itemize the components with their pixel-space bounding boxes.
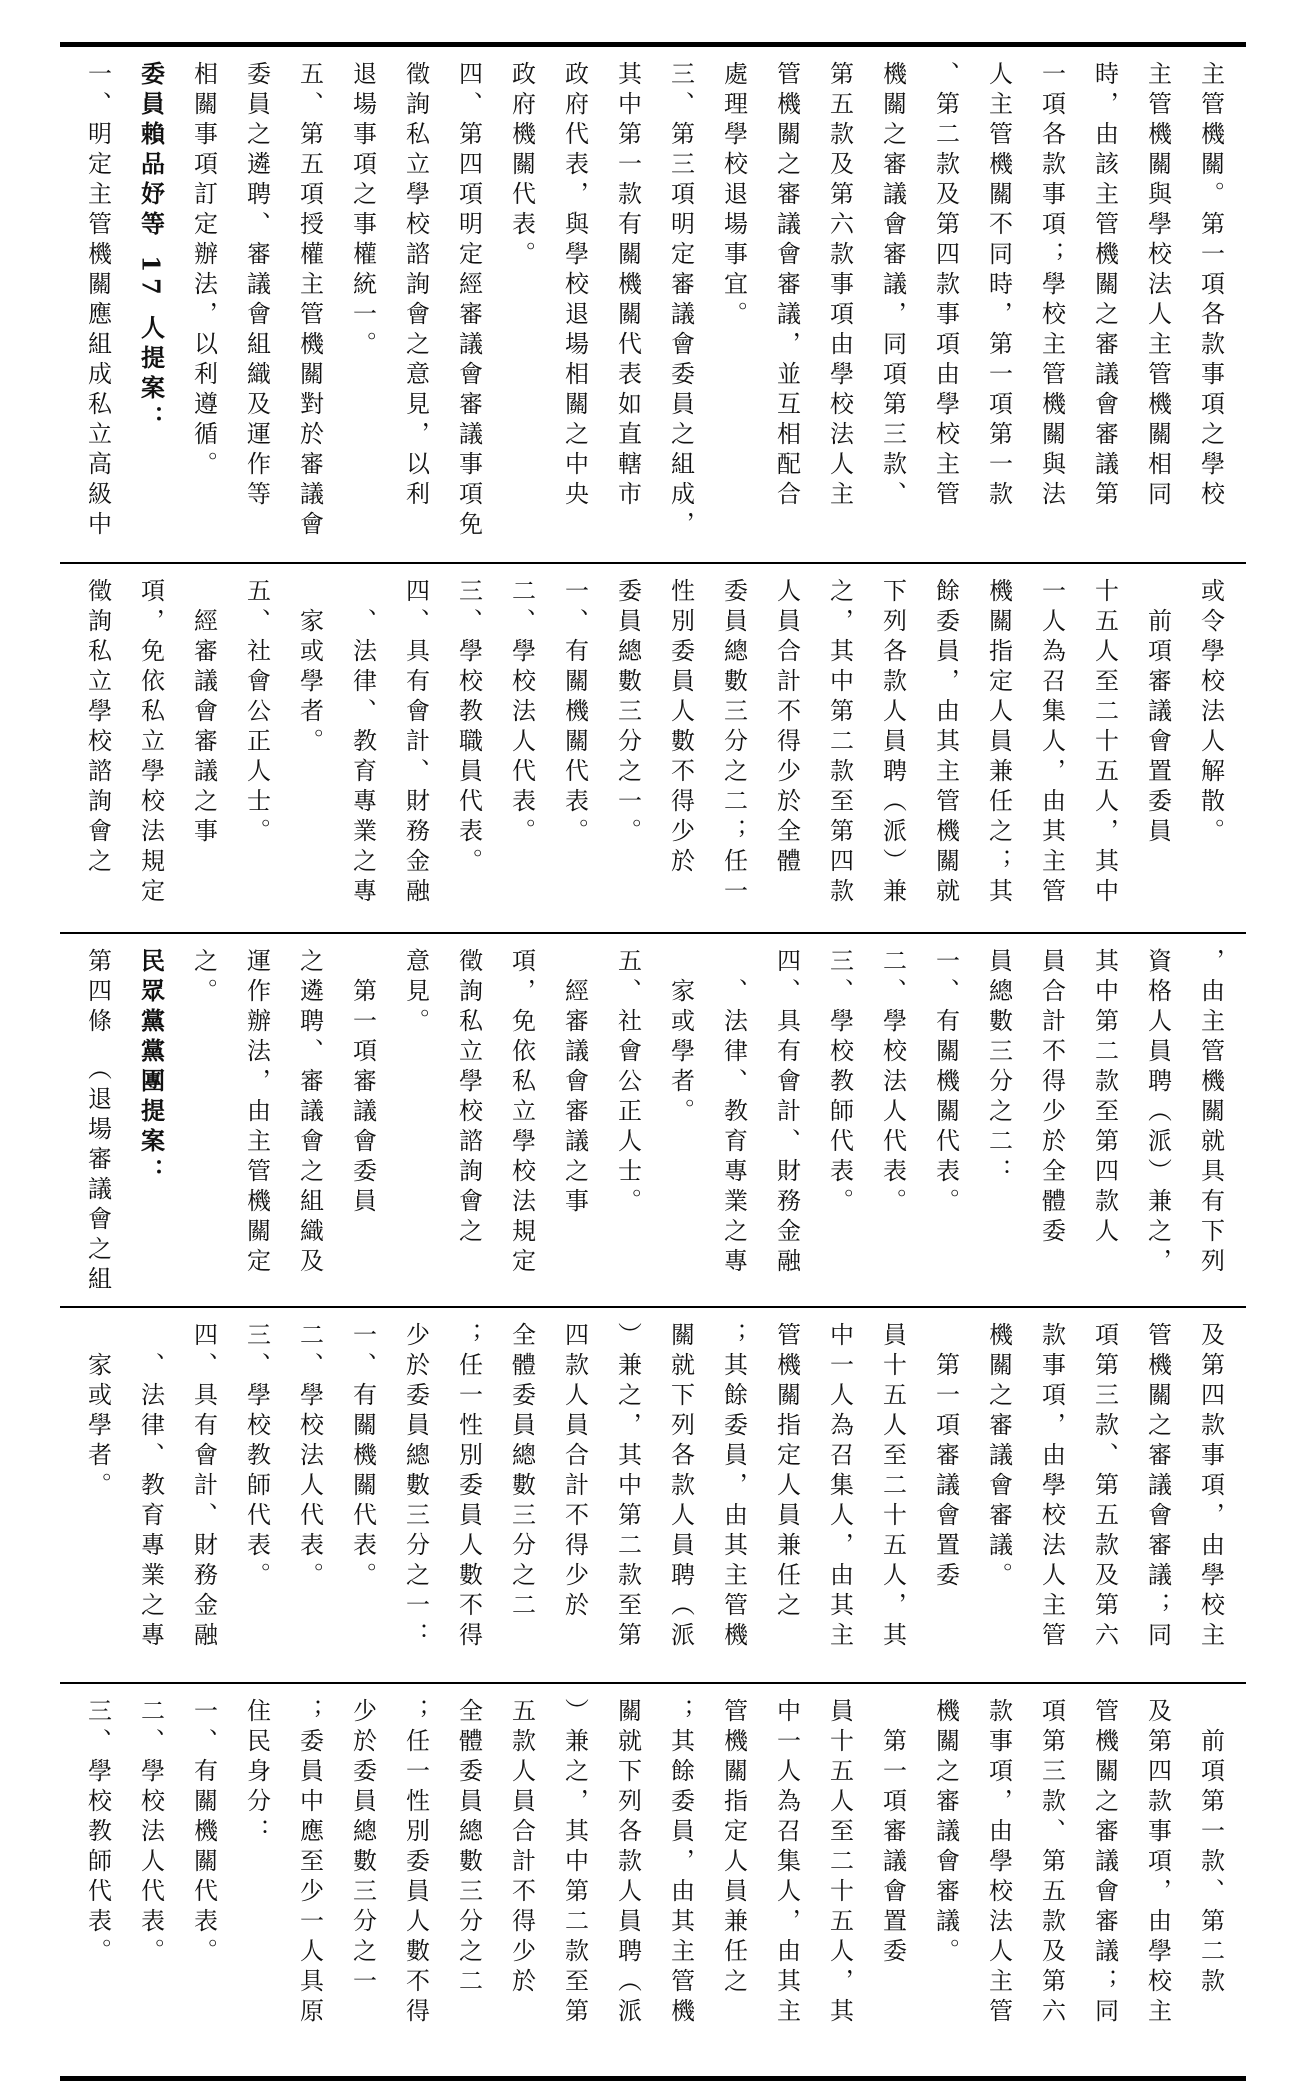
text-line: 住民身分： [242,1698,271,1848]
text-line: ）兼之，其中第二款至第 [613,1322,642,1652]
text-line: ；其餘委員，由其主管機 [666,1698,695,2028]
bottom-rule [60,2076,1246,2081]
text-line: ；任一性別委員人數不得 [454,1322,483,1652]
text-line: 、法律、教育專業之專 [719,948,748,1278]
text-line: 一、有關機關代表。 [931,948,960,1218]
text-block-5 [60,1684,1246,2076]
text-line: 主管機關。第一項各款事項之學校 [1196,61,1225,511]
text-line: 委員總數三分之一。 [613,578,642,848]
text-line: 五、第五項授權主管機關對於審議會 [295,61,324,541]
text-line: 二、學校法人代表。 [878,948,907,1218]
text-line: 運作辦法，由主管機關定 [242,948,271,1278]
text-line: 員十五人至二十五人，其 [878,1322,907,1652]
text-line: 管機關之審議會審議，並互相配合 [772,61,801,511]
text-line: 一人為召集人，由其主管 [1037,578,1066,908]
text-line: 家或學者。 [295,578,324,758]
text-line: 及第四款事項，由學校主 [1196,1322,1225,1652]
text-line: 、法律、教育專業之專 [348,578,377,908]
text-block-3 [60,934,1246,1306]
text-line: 處理學校退場事宜。 [719,61,748,331]
text-line: 四、具有會計、財務金融 [772,948,801,1278]
text-line: 機關之審議會審議，同項第三款、 [878,61,907,511]
text-line: 下列各款人員聘（派）兼 [878,578,907,908]
text-line: 第四條 （退場審議會之組 [83,948,112,1296]
text-line: 委員總數三分之二；任一 [719,578,748,908]
text-line: 三、第三項明定審議會委員之組成， [666,61,695,541]
text-line: 管機關指定人員兼任之 [719,1698,748,1998]
text-line: 、第二款及第四款事項由學校主管 [931,61,960,511]
text-line: ；任一性別委員人數不得 [401,1698,430,2028]
text-line: 二、學校法人代表。 [136,1698,165,1968]
text-line: 項第三款、第五款及第六 [1037,1698,1066,2028]
text-line: 徵詢私立學校諮詢會之意見，以利 [401,61,430,511]
text-block-4 [60,1308,1246,1682]
text-line: 時，由該主管機關之審議會審議第 [1090,61,1119,511]
text-line: 四、具有會計、財務金融 [189,1322,218,1652]
text-line: 三、學校教師代表。 [242,1322,271,1592]
text-line: 少於委員總數三分之一： [401,1322,430,1652]
text-block-2 [60,564,1246,932]
text-line: 三、學校教師代表。 [83,1698,112,1968]
text-line: 委員之遴聘、審議會組織及運作等 [242,61,271,511]
text-line: 三、學校教師代表。 [825,948,854,1218]
text-line: 其中第一款有關機關代表如直轄市 [613,61,642,511]
text-line: 全體委員總數三分之二 [454,1698,483,1998]
text-line: 徵詢私立學校諮詢會之 [83,578,112,878]
text-line: 機關之審議會審議。 [931,1698,960,1968]
text-line: 關就下列各款人員聘（派 [613,1698,642,2028]
text-line: 經審議會審議之事 [189,578,218,848]
text-line: 員合計不得少於全體委 [1037,948,1066,1248]
text-line: 全體委員總數三分之二 [507,1322,536,1622]
text-line: 政府代表，與學校退場相關之中央 [560,61,589,511]
text-line: 一項各款事項；學校主管機關與法 [1037,61,1066,511]
section-heading: 委員賴品妤等 17 人提案： [136,61,166,436]
text-line: 二、學校法人代表。 [507,578,536,848]
text-line: 四款人員合計不得少於 [560,1322,589,1622]
text-line: 款事項，由學校法人主管 [984,1698,1013,2028]
text-line: 相關事項訂定辦法，以利遵循。 [189,61,218,481]
text-line: 項第三款、第五款及第六 [1090,1322,1119,1652]
text-line: 家或學者。 [83,1322,112,1502]
text-line: 一、有關機關代表。 [189,1698,218,1968]
text-line: 少於委員總數三分之一 [348,1698,377,1998]
text-line: 管機關指定人員兼任之 [772,1322,801,1622]
text-line: 五、社會公正人士。 [242,578,271,848]
text-line: ，由主管機關就具有下列 [1196,948,1225,1278]
text-line: 管機關之審議會審議；同 [1143,1322,1172,1652]
text-line: 一、有關機關代表。 [348,1322,377,1592]
text-line: 之遴聘、審議會之組織及 [295,948,324,1278]
text-line: 餘委員，由其主管機關就 [931,578,960,908]
text-line: 管機關之審議會審議；同 [1090,1698,1119,2028]
section-heading: 民眾黨黨團提案： [136,948,166,1188]
text-line: 第一項審議會委員 [348,948,377,1218]
text-line: 政府機關代表。 [507,61,536,271]
text-line: 機關之審議會審議。 [984,1322,1013,1592]
text-line: 或令學校法人解散。 [1196,578,1225,848]
text-line: 三、學校教職員代表。 [454,578,483,878]
text-line: 意見。 [401,948,430,1038]
text-line: 四、具有會計、財務金融 [401,578,430,908]
text-line: 性別委員人數不得少於 [666,578,695,878]
text-line: 第一項審議會置委 [878,1698,907,1968]
text-line: 中一人為召集人，由其主 [825,1322,854,1652]
text-line: 人主管機關不同時，第一項第一款 [984,61,1013,511]
text-line: 及第四款事項，由學校主 [1143,1698,1172,2028]
text-line: ；委員中應至少一人具原 [295,1698,324,2028]
text-line: 第五款及第六款事項由學校法人主 [825,61,854,511]
text-line: 、法律、教育專業之專 [136,1322,165,1652]
text-line: 徵詢私立學校諮詢會之 [454,948,483,1248]
text-line: 項，免依私立學校法規定 [136,578,165,908]
text-line: 員總數三分之二： [984,948,1013,1188]
text-line: 項，免依私立學校法規定 [507,948,536,1278]
text-line: 經審議會審議之事 [560,948,589,1218]
text-line: 主管機關與學校法人主管機關相同 [1143,61,1172,511]
text-line: 家或學者。 [666,948,695,1128]
text-line: 五、社會公正人士。 [613,948,642,1218]
text-line: 資格人員聘（派）兼之， [1143,948,1172,1278]
text-line: 一、有關機關代表。 [560,578,589,848]
text-line: 二、學校法人代表。 [295,1322,324,1592]
text-line: 十五人至二十五人，其中 [1090,578,1119,908]
text-line: ；其餘委員，由其主管機 [719,1322,748,1652]
text-line: 前項審議會置委員 [1143,578,1172,848]
text-line: 之，其中第二款至第四款 [825,578,854,908]
text-line: 員十五人至二十五人，其 [825,1698,854,2028]
text-line: 一、明定主管機關應組成私立高級中 [83,61,112,541]
text-line: 人員合計不得少於全體 [772,578,801,878]
text-line: ）兼之，其中第二款至第 [560,1698,589,2028]
text-line: 退場事項之事權統一。 [348,61,377,361]
text-line: 四、第四項明定經審議會審議事項免 [454,61,483,541]
text-block-1 [60,47,1246,562]
text-line: 機關指定人員兼任之；其 [984,578,1013,908]
text-line: 關就下列各款人員聘（派 [666,1322,695,1652]
text-line: 款事項，由學校法人主管 [1037,1322,1066,1652]
text-line: 其中第二款至第四款人 [1090,948,1119,1248]
text-line: 中一人為召集人，由其主 [772,1698,801,2028]
text-line: 前項第一款、第二款 [1196,1698,1225,1998]
text-line: 之。 [189,948,218,1008]
text-line: 第一項審議會置委 [931,1322,960,1592]
text-line: 五款人員合計不得少於 [507,1698,536,1998]
